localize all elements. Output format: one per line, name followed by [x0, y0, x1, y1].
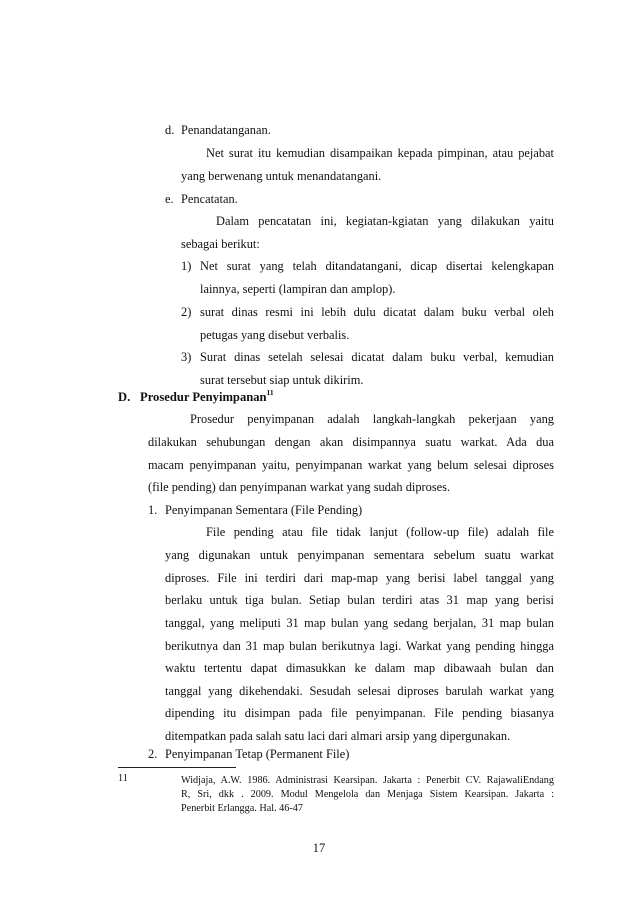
item-d-line-1: Net surat itu kemudian disampaikan kepada pimpinan, atau pejabat [206, 146, 554, 160]
sub1-line-4: berlaku untuk tiga bulan. Setiap bulan terdiri atas 31 map yang berisi [165, 593, 554, 607]
sub1-line-8: tanggal yang dikehendaki. Sesudah selesai diproses barulah warkat yang [165, 684, 554, 698]
footnote-line-2: R, Sri, dkk . 2009. Modul Mengelola dan Menjaga Sistem Kearsipan. Jakarta : [181, 789, 554, 800]
footnote-line-3: Penerbit Erlangga. Hal. 46-47 [181, 803, 303, 814]
sub1-line-1: File pending atau file tidak lanjut (follow-up file) adalah file [206, 525, 554, 539]
intro-line-4: (file pending) dan penyimpanan warkat yang sudah diproses. [148, 480, 451, 494]
item-e-marker: e. [165, 192, 174, 206]
subsection-1-marker: 1. [148, 503, 158, 517]
item-e-line-2: sebagai berikut: [181, 237, 260, 251]
intro-line-3: macam penyimpanan yaitu, penyimpanan warkat yang belum selesai diproses [148, 458, 554, 472]
sub1-line-10: ditempatkan pada salah satu laci dari almari arsip yang dipergunakan. [165, 729, 511, 743]
section-d-title: Prosedur Penyimpanan [140, 390, 267, 404]
section-d-heading [140, 389, 274, 405]
subsection-2-title: Penyimpanan Tetap (Permanent File) [165, 747, 350, 761]
page-number: 17 [312, 841, 326, 855]
item-d-line-2: yang berwenang untuk menandatangani. [181, 169, 382, 183]
footnote-rule [118, 767, 236, 768]
footnote-ref: 11 [266, 388, 274, 397]
step-2-marker: 2) [181, 305, 192, 319]
step-3-marker: 3) [181, 350, 192, 364]
footnote-number: 11 [118, 773, 128, 784]
step-3-line-2: surat tersebut siap untuk dikirim. [200, 373, 364, 387]
step-2-line-2: petugas yang disebut verbalis. [200, 328, 350, 342]
intro-line-2: dilakukan sehubungan dengan akan disimpannya suatu warkat. Ada dua [148, 435, 554, 449]
step-1-line-2: lainnya, seperti (lampiran dan amplop). [200, 282, 396, 296]
intro-line-1: Prosedur penyimpanan adalah langkah-langkah pekerjaan yang [190, 412, 554, 426]
sub1-line-2: yang digunakan untuk penyimpanan sementara sebelum suatu warkat [165, 548, 554, 562]
item-d-title: Penandatanganan. [181, 123, 271, 137]
step-1-marker: 1) [181, 259, 192, 273]
subsection-2-marker: 2. [148, 747, 158, 761]
sub1-line-9: dipending itu disimpan pada file penyimpanan. File pending biasanya [165, 706, 554, 720]
sub1-line-3: diproses. File ini terdiri dari map-map yang berisi label tanggal yang [165, 571, 554, 585]
sub1-line-5: tanggal, yang meliputi 31 map bulan yang sedang berjalan, 31 map bulan [165, 616, 554, 630]
footnote-line-1: Widjaja, A.W. 1986. Administrasi Kearsipan. Jakarta : Penerbit CV. RajawaliEndang [181, 775, 554, 786]
step-3-line-1: Surat dinas setelah selesai dicatat dalam buku verbal, kemudian [200, 350, 554, 364]
sub1-line-6: berikutnya dan 31 map bulan berikutnya lagi. Warkat yang pending hingga [165, 639, 554, 653]
sub1-line-7: waktu tertentu dapat dimasukkan ke dalam map dibawaah bulan dan [165, 661, 554, 675]
section-d-marker: D. [118, 390, 131, 404]
subsection-1-title: Penyimpanan Sementara (File Pending) [165, 503, 363, 517]
item-e-title: Pencatatan. [181, 192, 238, 206]
item-d-marker: d. [165, 123, 175, 137]
step-2-line-1: surat dinas resmi ini lebih dulu dicatat dalam buku verbal oleh [200, 305, 554, 319]
step-1-line-1: Net surat yang telah ditandatangani, dicap disertai kelengkapan [200, 259, 554, 273]
item-e-line-1: Dalam pencatatan ini, kegiatan-kgiatan yang dilakukan yaitu [216, 214, 554, 228]
